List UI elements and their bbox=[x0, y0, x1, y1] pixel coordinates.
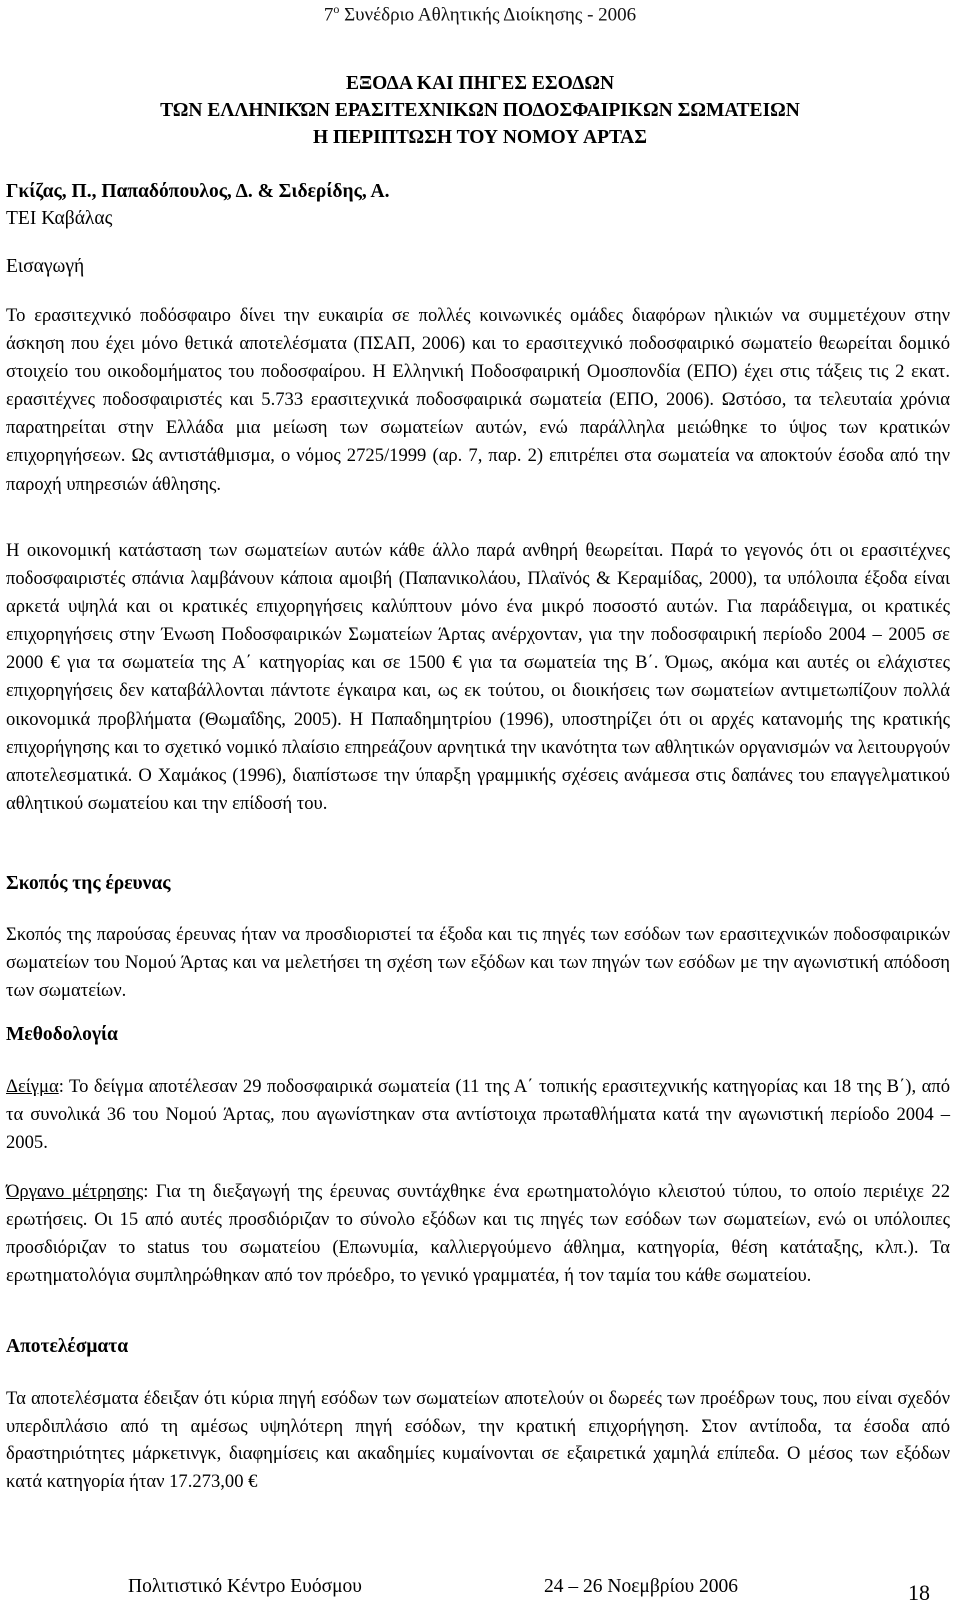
page-number: 18 bbox=[908, 1580, 930, 1605]
footer-dates: 24 – 26 Νοεμβρίου 2006 bbox=[544, 1576, 739, 1597]
conference-superscript: ο bbox=[333, 2, 340, 16]
page-footer bbox=[0, 1574, 960, 1606]
section-heading-methodology: Μεθοδολογία bbox=[6, 1024, 118, 1045]
authors: Γκίζας, Π., Παπαδόπουλος, Δ. & Σιδερίδης, Α. bbox=[6, 181, 390, 202]
introduction-paragraph-2: Η οικονομική κατάσταση των σωματείων αυτών κάθε άλλο παρά ανθηρή θεωρείται. Παρά το γεγονός ότι οι ερασιτέχνες ποδοσφαιριστές σπάνια λαμβάνουν κάποια αμοιβή (Παπανικολάου, Πλαϊνός & Κεραμίδας, 2000), τα υπόλοιπα έξοδα είναι αρκετά υψηλά και οι κρατικές επιχορηγήσεις καλύπτουν μόνο ένα μικρό ποσοστό αυτών. Για παράδειγμα, οι κρατικές επιχορηγήσεις στην Ένωση Ποδοσφαιρικών Σωματείων Άρτας ανέρχονταν, για την ποδοσφαιρική περίοδο 2004 – 2005 σε 2000 € για τα σωματεία της Α΄ κατηγορίας και σε 1500 € για τα σωματεία της Β΄. Όμως, ακόμα και αυτές οι ελάχιστες επιχορηγήσεις δεν καταβάλλονται πάντοτε έγκαιρα και, ως εκ τούτου, οι διοικήσεις των σωματείων αντιμετωπίζουν πολλά οικονομικά προβλήματα (Θωμαΐδης, 2005). Η Παπαδημητρίου (1996), υποστηρίζει ότι οι αρχές κατανομής της κρατικής επιχορήγησης και το σχετικό νομικό πλαίσιο επηρεάζουν αρνητικά την ικανότητα των αθλητικών οργανισμών να λειτουργούν αποτελεσματικά. Ο Χαμάκος (1996), διαπίστωσε την ύπαρξη γραμμικής σχέσεις ανάμεσα στις δαπάνες του επαγγελματικού αθλητικού σωματείου και την επίδοσή του. bbox=[6, 540, 950, 814]
paper-title bbox=[0, 70, 960, 151]
introduction-paragraph-1: Το ερασιτεχνικό ποδόσφαιρο δίνει την ευκαιρία σε πολλές κοινωνικές ομάδες διαφόρων ηλικιών να συμμετέχουν στην άσκηση που έχει μόνο θετικά αποτελέσματα (ΠΣΑΠ, 2006) και το ερασιτεχνικό ποδοσφαιρικό σωματείο θεωρείται δομικό στοιχείο του οικοδομήματος του ποδοσφαίρου. Η Ελληνική Ποδοσφαιρική Ομοσπονδία (ΕΠΟ) έχει στις τάξεις τις 2 εκατ. ερασιτέχνες ποδοσφαιριστές και 5.733 ερασιτεχνικά ποδοσφαιρικά σωματεία (ΕΠΟ, 2006). Ωστόσο, τα τελευταία χρόνια παρατηρείται στην Ελλάδα μια μείωση των σωματείων αυτών, ενώ παράλληλα μειώθηκε το ύψος των κρατικών επιχορηγήσεων. Ως αντιστάθμισμα, ο νόμος 2725/1999 (αρ. 7, παρ. 2) επιτρέπει στα σωματεία να αποκτούν έσοδα από την παροχή υπηρεσιών άθλησης. bbox=[6, 305, 950, 495]
title-line-2: ΤΩΝ ΕΛΛΗΝΙΚΏΝ ΕΡΑΣΙΤΕΧΝΙΚΩΝ ΠΟΔΟΣΦΑΙΡΙΚΩΝ ΣΩΜΑΤΕΙΩΝ bbox=[160, 100, 800, 121]
results-paragraph: Τα αποτελέσματα έδειξαν ότι κύρια πηγή εσόδων των σωματείων αποτελούν οι δωρεές των προέδρων τους, που είναι σχεδόν υπερδιπλάσιο από τη αμέσως υψηλότερη πηγή εσόδων, την κρατική επιχορήγηση. Στον αντίποδα, τα έσοδα από δραστηριότητες μάρκετινγκ, διαφημίσεις και ακαδημίες κυμαίνονται σε εξαιρετικά χαμηλά επίπεδα. Ο μέσος των εξόδων κατά κατηγορία ήταν 17.273,00 € bbox=[6, 1388, 950, 1492]
conference-number: 7 bbox=[323, 4, 334, 26]
aim-paragraph: Σκοπός της παρούσας έρευνας ήταν να προσδιοριστεί τα έξοδα και τις πηγές των εσόδων των ερασιτεχνικών ποδοσφαιρικών σωματείων του Νομού Άρτας και να μελετήσει τη σχέση των εξόδων και των πηγών των εσόδων με την αγωνιστική απόδοση των σωματείων. bbox=[6, 924, 950, 1002]
affiliation: ΤΕΙ Καβάλας bbox=[6, 208, 113, 229]
title-line-1: ΕΞΟΔΑ ΚΑΙ ΠΗΓΕΣ ΕΣΟΔΩΝ bbox=[345, 73, 615, 94]
title-line-3: Η ΠΕΡΙΠΤΩΣΗ ΤΟΥ ΝΟΜΟΥ ΑΡΤΑΣ bbox=[312, 127, 647, 148]
sample-label: Δείγμα bbox=[6, 1076, 59, 1097]
section-heading-results: Αποτελέσματα bbox=[6, 1336, 129, 1357]
footer-venue: Πολιτιστικό Κέντρο Ευόσμου bbox=[128, 1576, 362, 1597]
instrument-paragraph bbox=[6, 1178, 950, 1290]
running-header bbox=[0, 2, 960, 26]
section-heading-aim: Σκοπός της έρευνας bbox=[6, 873, 171, 894]
instrument-text: : Για τη διεξαγωγή της έρευνας συντάχθηκε ένα ερωτηματολόγιο κλειστού τύπου, το οποίο περιέιχε 22 ερωτήσεις. Οι 15 από αυτές προσδιόριζαν το σύνολο εξόδων και τις πηγές των εσόδων των σωματείων, ενώ οι υπόλοιπες προσδιόριζαν το status του σωματείου (Επωνυμία, καλλιεργούμενο άθλημα, κατηγορία, θέση κατάταξης, κλπ.). Τα ερωτηματολόγια συμπληρώθηκαν από τον πρόεδρο, το γενικό γραμματέα, ή τον ταμία του κάθε σωματείου. bbox=[6, 1181, 950, 1287]
section-heading-introduction: Εισαγωγή bbox=[6, 256, 85, 277]
sample-text: : Το δείγμα αποτέλεσαν 29 ποδοσφαιρικά σωματεία (11 της Α΄ τοπικής ερασιτεχνικής κατηγορίας και 18 της Β΄), από τα συνολικά 36 του Νομού Άρτας, που αγωνίστηκαν στα αντίστοιχα πρωταθλήματα κατά την αγωνιστική περίοδο 2004 – 2005. bbox=[6, 1076, 950, 1154]
conference-title: Συνέδριο Αθλητικής Διοίκησης - 2006 bbox=[339, 4, 637, 26]
instrument-label: Όργανο μέτρησης bbox=[6, 1181, 144, 1202]
sample-paragraph bbox=[6, 1073, 950, 1157]
